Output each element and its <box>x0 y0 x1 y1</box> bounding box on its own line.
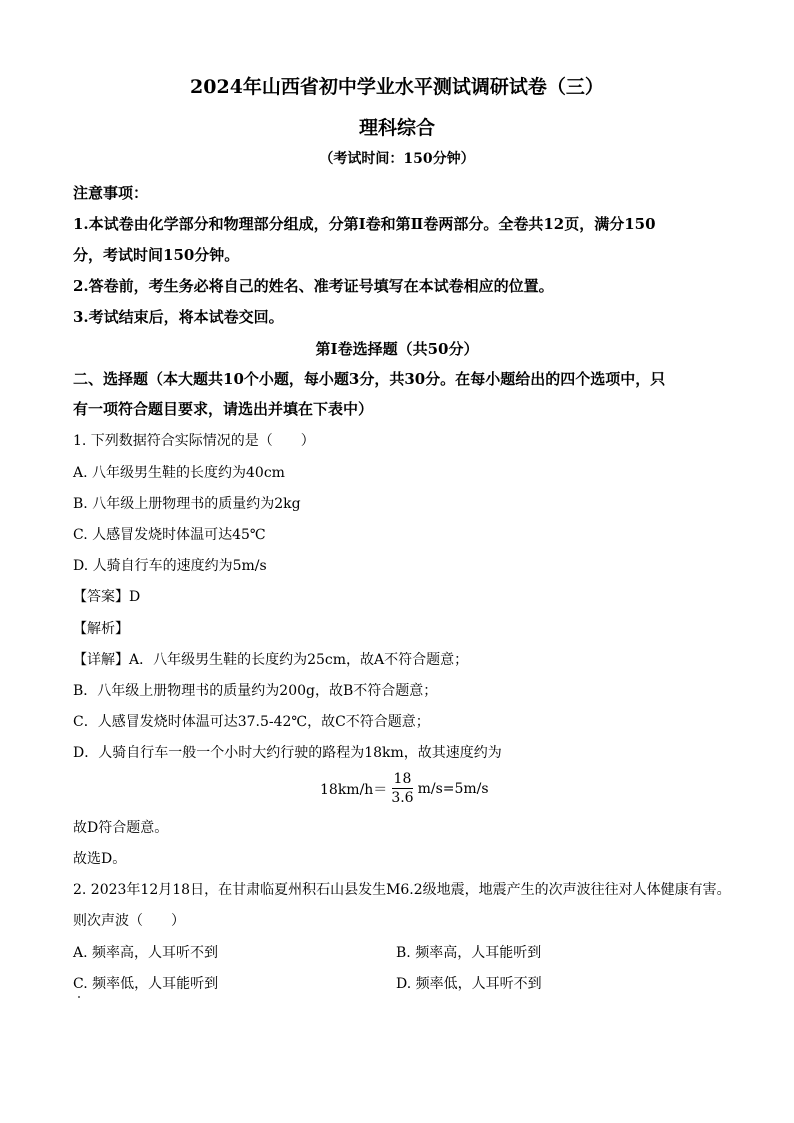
q1-stem: 1. 下列数据符合实际情况的是（ ） <box>73 433 315 449</box>
formula-left: 18km/h＝ <box>320 781 388 798</box>
exam-time-note: （考试时间：150分钟） <box>319 151 475 167</box>
q1-detail-3: C．人感冒发烧时体温可达37.5-42℃，故C不符合题意； <box>73 714 430 730</box>
section-intro-line-1: 二、选择题（本大题共10个小题，每小题3分，共30分。在每小题给出的四个选项中，只 <box>73 370 666 388</box>
q1-answer: 【答案】D <box>73 589 141 605</box>
q2-option-a: A. 频率高，人耳听不到 <box>73 945 219 961</box>
section-intro-line-2: 有一项符合题目要求，请选出并填在下表中） <box>73 400 374 418</box>
formula-denominator: 3.6 <box>391 790 414 806</box>
notice-label: 注意事项： <box>73 184 149 202</box>
notice-item-1-line-1: 1.本试卷由化学部分和物理部分组成，分第Ⅰ卷和第Ⅱ卷两部分。全卷共12页，满分150 <box>73 215 656 233</box>
q2-stem-line-1: 2. 2023年12月18日，在甘肃临夏州积石山县发生M6.2级地震，地震产生的次声波往往对人体健康有害。 <box>73 882 731 898</box>
q1-detail-2: B．八年级上册物理书的质量约为200g，故B不符合题意； <box>73 683 438 699</box>
q2-option-d: D. 频率低，人耳听不到 <box>396 976 542 992</box>
notice-item-1-line-2: 分，考试时间150分钟。 <box>73 246 240 264</box>
q1-option-c: C. 人感冒发烧时体温可达45℃ <box>73 527 266 543</box>
formula-fraction <box>389 770 415 807</box>
formula-numerator: 18 <box>393 771 412 787</box>
q1-detail-4: D．人骑自行车一般一个小时大约行驶的路程为18km，故其速度约为 <box>73 745 502 761</box>
q1-option-b: B. 八年级上册物理书的质量约为2kg <box>73 496 301 512</box>
stray-mark <box>78 996 80 998</box>
speed-formula <box>320 770 489 807</box>
q1-option-d: D. 人骑自行车的速度约为5m/s <box>73 558 267 574</box>
q1-choose: 故选D。 <box>73 851 127 867</box>
formula-right: m/s=5m/s <box>417 780 489 797</box>
q1-option-a: A. 八年级男生鞋的长度约为40cm <box>73 465 285 481</box>
q1-detail-1: 【详解】A．八年级男生鞋的长度约为25cm，故A不符合题意； <box>73 652 469 668</box>
exam-title: 2024年山西省初中学业水平测试调研试卷（三） <box>190 76 604 98</box>
exam-subtitle: 理科综合 <box>358 117 435 139</box>
notice-item-2: 2.答卷前，考生务必将自己的姓名、准考证号填写在本试卷相应的位置。 <box>73 277 554 295</box>
q2-option-b: B. 频率高，人耳能听到 <box>396 945 542 961</box>
notice-item-3: 3.考试结束后，将本试卷交回。 <box>73 308 284 326</box>
q1-analysis-label: 【解析】 <box>73 621 129 637</box>
q1-conclusion: 故D符合题意。 <box>73 820 169 836</box>
section-heading: 第Ⅰ卷选择题（共50分） <box>315 340 479 358</box>
q2-stem-line-2: 则次声波（ ） <box>73 913 185 929</box>
q2-option-c: C. 频率低，人耳能听到 <box>73 976 219 992</box>
